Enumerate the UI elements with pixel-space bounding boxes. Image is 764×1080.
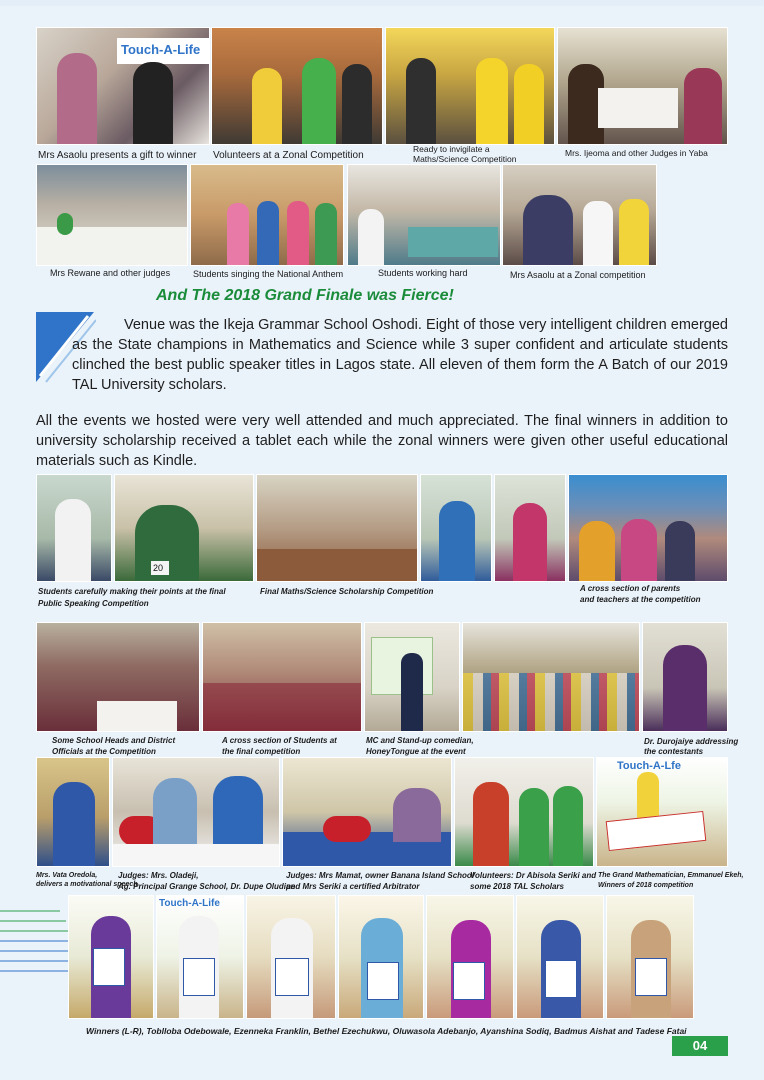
- section-headline: And The 2018 Grand Finale was Fierce!: [156, 287, 454, 304]
- photo-gift-to-winner: [36, 27, 210, 145]
- paragraph-venue-text: Venue was the Ikeja Grammar School Oshodi. Eight of those very intelligent children emerged as the State champions in Mathematics and Science while 3 super confident and articulate students clinched the best public speaker titles in Lagos state. All eleven of them form the A Batch of our 2019 TAL University scholars.: [72, 317, 728, 393]
- caption-public-speaking-line2: Public Speaking Competition: [38, 599, 149, 608]
- caption-durojaiye-line1: Dr. Durojaiye addressing: [644, 737, 739, 746]
- caption-mathematician-line2: Winners of 2018 competition: [598, 882, 694, 889]
- caption-gift-to-winner: Mrs Asaolu presents a gift to winner: [38, 150, 197, 161]
- caption-mamat-line1: Judges: Mrs Mamat, owner Banana Island School: [286, 871, 475, 880]
- photo-mrs-oredola: [36, 757, 110, 867]
- photo-public-speaker-3: [420, 474, 492, 582]
- photo-winner-2: [156, 895, 244, 1019]
- caption-public-speaking-line1: Students carefully making their points at the final: [38, 587, 226, 596]
- photo-winner-3: [246, 895, 336, 1019]
- paragraph-events: All the events we hosted were very well attended and much appreciated. The final winners in addition to university scholarship received a tablet each while the zonal winners were given other useful educational materials such as Kindle.: [36, 413, 728, 469]
- caption-asaolu-zonal: Mrs Asaolu at a Zonal competition: [510, 270, 646, 280]
- photo-ready-to-invigilate: [385, 27, 555, 145]
- photo-judges-oladeji: [112, 757, 280, 867]
- caption-durojaiye-line2: the contestants: [644, 747, 704, 756]
- caption-seriki-line1: Volunteers: Dr Abisola Seriki and: [470, 871, 597, 880]
- photo-grand-mathematician: [596, 757, 728, 867]
- caption-oladeji-line2: Ag. Principal Grange School, Dr. Dupe Oludipe: [118, 882, 296, 891]
- photo-mc-honeytongue: [364, 622, 460, 732]
- caption-mc-line2: HoneyTongue at the event: [366, 747, 466, 756]
- photo-parents-teachers: [568, 474, 728, 582]
- photo-judges-yaba: [557, 27, 728, 145]
- caption-oredola-line1: Mrs. Vata Oredola,: [36, 872, 98, 879]
- photo-rewane-judges: [36, 164, 188, 266]
- photo-judges-mamat: [282, 757, 452, 867]
- page-number: 04: [672, 1036, 728, 1056]
- caption-invigilate-line2: Maths/Science Competition: [413, 154, 517, 164]
- winner-banner-text: Touch-A-Life: [159, 898, 220, 909]
- contestant-number: 20: [153, 563, 164, 573]
- photo-winner-5: [426, 895, 514, 1019]
- photo-public-speaker-4: [494, 474, 566, 582]
- caption-national-anthem: Students singing the National Anthem: [193, 269, 344, 279]
- photo-public-speaker-2: [114, 474, 254, 582]
- caption-final-maths-science: Final Maths/Science Scholarship Competition: [260, 587, 434, 596]
- banner-text-short: Touch-A-Lfe: [617, 760, 681, 772]
- caption-parents-line2: and teachers at the competition: [580, 595, 701, 604]
- photo-students-working: [347, 164, 501, 266]
- photo-dr-durojaiye: [642, 622, 728, 732]
- caption-oredola-line2: delivers a motivational speech: [36, 881, 138, 888]
- caption-students-working: Students working hard: [378, 268, 468, 278]
- photo-national-anthem: [190, 164, 344, 266]
- banner-text: Touch-A-Life: [121, 42, 201, 57]
- paragraph-venue: [72, 315, 728, 395]
- photo-hall-audience: [462, 622, 640, 732]
- caption-volunteers-zonal: Volunteers at a Zonal Competition: [213, 150, 364, 161]
- photo-final-maths-science: [256, 474, 418, 582]
- caption-mc-line1: MC and Stand-up comedian,: [366, 736, 474, 745]
- photo-asaolu-zonal: [502, 164, 657, 266]
- caption-mathematician-line1: The Grand Mathematician, Emmanuel Ekeh,: [598, 872, 744, 879]
- caption-school-heads-line1: Some School Heads and District: [52, 736, 176, 745]
- caption-students-section-line1: A cross section of Students at: [222, 736, 337, 745]
- caption-oladeji-line1: Judges: Mrs. Oladeji,: [118, 871, 199, 880]
- photo-volunteers-zonal: [211, 27, 383, 145]
- photo-winner-1: [68, 895, 154, 1019]
- caption-students-section-line2: the final competition: [222, 747, 301, 756]
- caption-invigilate-line1: Ready to invigilate a: [413, 144, 490, 154]
- caption-school-heads-line2: Officials at the Competition: [52, 747, 156, 756]
- photo-public-speaker-1: [36, 474, 112, 582]
- caption-winners: Winners (L-R), Toblloba Odebowale, Ezenneka Franklin, Bethel Ezechukwu, Oluwasola Adebanjo, Ayanshina Sodiq, Badmus Aishat and Tadese Fatai: [86, 1026, 687, 1036]
- caption-seriki-line2: some 2018 TAL Scholars: [470, 882, 564, 891]
- photo-school-heads: [36, 622, 200, 732]
- photo-students-cross-section: [202, 622, 362, 732]
- caption-parents-line1: A cross section of parents: [580, 584, 681, 593]
- photo-volunteers-seriki: [454, 757, 594, 867]
- photo-winner-4: [338, 895, 424, 1019]
- caption-rewane-judges: Mrs Rewane and other judges: [50, 268, 171, 278]
- top-border: [0, 0, 764, 6]
- caption-mamat-line2: and Mrs Seriki a certified Arbitrator: [286, 882, 420, 891]
- caption-judges-yaba: Mrs. Ijeoma and other Judges in Yaba: [565, 148, 708, 158]
- photo-winner-7: [606, 895, 694, 1019]
- photo-winner-6: [516, 895, 604, 1019]
